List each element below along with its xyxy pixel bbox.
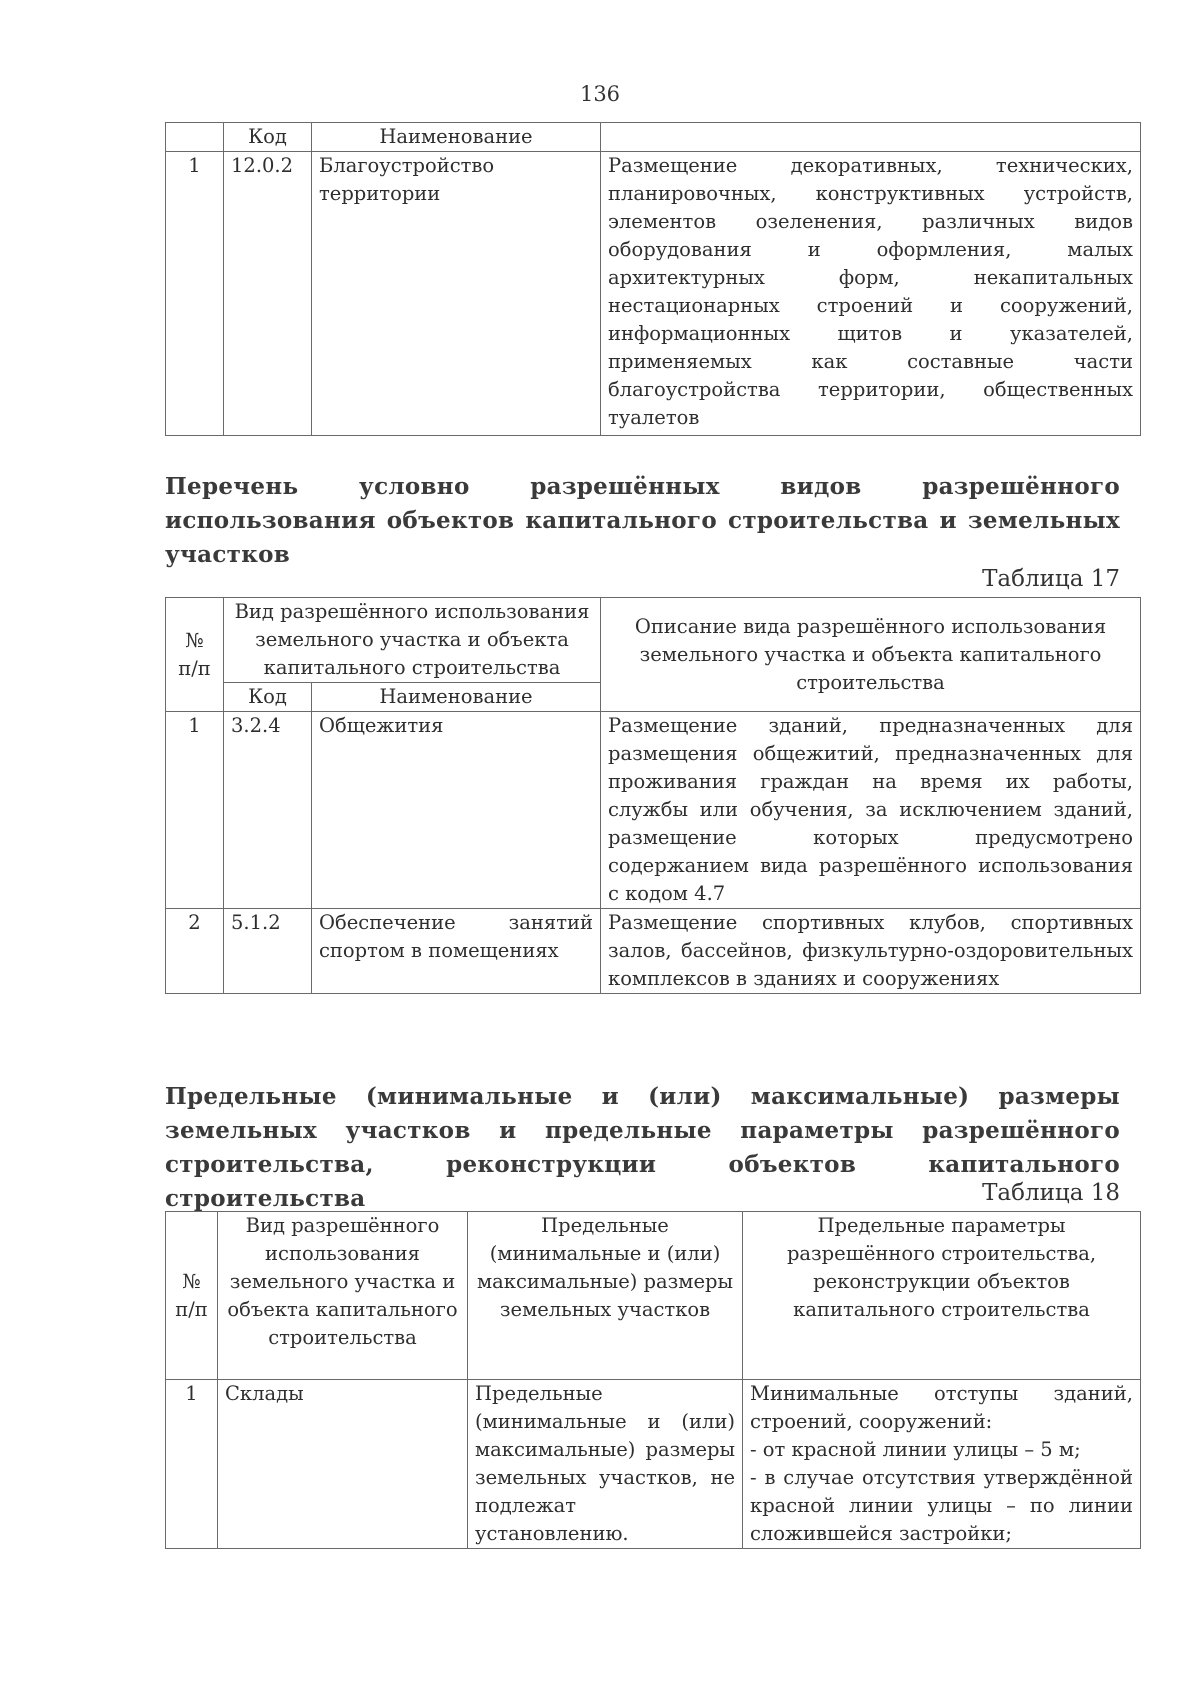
page-number: 136 (579, 82, 621, 106)
header-kind: Вид разрешённого использования земельного участка и объекта капитального строительства (218, 1212, 468, 1380)
table-header-row (166, 1212, 1141, 1380)
table-row (166, 909, 1141, 994)
header-description: Описание вида разрешённого использования земельного участка и объекта капитального строительства (601, 598, 1141, 712)
row-code: 3.2.4 (224, 712, 312, 909)
row-code: 5.1.2 (224, 909, 312, 994)
row-number: 1 (166, 1380, 218, 1549)
section-heading: Предельные (минимальные и (или) максимальные) размеры земельных участков и предельные параметры разрешённого строительства, реконструкции объектов капитального строительства (165, 1083, 1120, 1212)
continuation-table (165, 122, 1141, 436)
params-item: - в случае отсутствия утверждённой красной линии улицы – по линии сложившейся застройки; (750, 1466, 1133, 1545)
header-code: Код (224, 123, 312, 152)
header-name: Наименование (312, 123, 601, 152)
row-number: 1 (166, 712, 224, 909)
header-sizes: Предельные (минимальные и (или) максимальные) размеры земельных участков (468, 1212, 743, 1380)
header-kind: Вид разрешённого использования земельного участка и объекта капитального строительства (224, 598, 601, 683)
row-sizes: Предельные (минимальные и (или) максимальные) размеры земельных участков, не подлежат установлению. (468, 1380, 743, 1549)
row-description: Размещение зданий, предназначенных для размещения общежитий, предназначенных для проживания граждан на время их работы, службы или обучения, за исключением зданий, размещение которых предусмотрено содержанием вида разрешённого использования с кодом 4.7 (601, 712, 1141, 909)
table-17 (165, 597, 1141, 994)
row-name: Обеспечение занятий спортом в помещениях (312, 909, 601, 994)
row-description: Размещение спортивных клубов, спортивных залов, бассейнов, физкультурно-оздоровительных комплексов в зданиях и сооружениях (601, 909, 1141, 994)
header-num: № п/п (166, 1212, 218, 1380)
table-row (166, 1380, 1141, 1549)
row-description: Размещение декоративных, технических, планировочных, конструктивных устройств, элементов озеленения, различных видов оборудования и оформления, малых архитектурных форм, некапитальных нестационарных строений и сооружений, информационных щитов и указателей, применяемых как составные части благоустройства территории, общественных туалетов (601, 152, 1141, 436)
params-item: - от красной линии улицы – 5 м; (750, 1438, 1081, 1461)
row-name: Благоустройство территории (312, 152, 601, 436)
row-number: 1 (166, 152, 224, 436)
header-cell-empty (166, 123, 224, 152)
table-row (166, 152, 1141, 436)
row-name: Общежития (312, 712, 601, 909)
table-header-row (166, 123, 1141, 152)
table-row (166, 712, 1141, 909)
header-params: Предельные параметры разрешённого строительства, реконструкции объектов капитального строительства (743, 1212, 1141, 1380)
row-kind: Склады (218, 1380, 468, 1549)
table-label: Таблица 18 (982, 1180, 1120, 1206)
table-18 (165, 1211, 1141, 1549)
table-header-row (166, 598, 1141, 683)
params-intro: Минимальные отступы зданий, строений, сооружений: (750, 1382, 1133, 1433)
row-code: 12.0.2 (224, 152, 312, 436)
row-params (743, 1380, 1141, 1549)
header-num: № п/п (166, 598, 224, 712)
section-heading: Перечень условно разрешённых видов разрешённого использования объектов капитального строительства и земельных участков (165, 473, 1120, 568)
header-code: Код (224, 683, 312, 712)
header-cell-empty (601, 123, 1141, 152)
header-name: Наименование (312, 683, 601, 712)
table-label: Таблица 17 (982, 566, 1120, 592)
row-number: 2 (166, 909, 224, 994)
